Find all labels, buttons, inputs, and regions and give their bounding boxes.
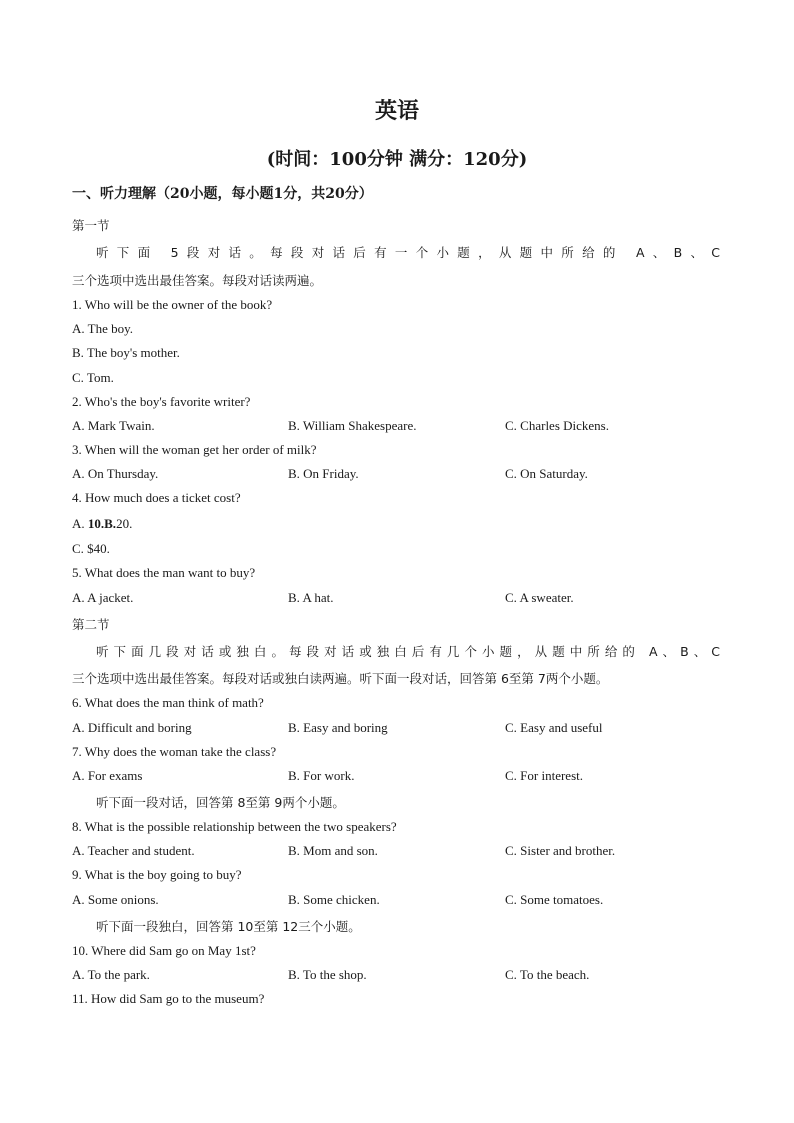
question-8-option-c: C. Sister and brother. [505,843,616,858]
question-9-option-c: C. Some tomatoes. [505,892,604,907]
section-heading: 一、听力理解（20小题，每小题1分，共20分） [72,186,373,202]
question-4-option-c: C. $40. [72,541,110,556]
question-10-option-a: A. To the park. [72,967,150,982]
question-4-option-a-prefix: A. [72,516,85,531]
page-title: 英语 [374,98,419,124]
question-4-option-a-value: 10.B. [87,516,117,531]
question-7-option-a: A. For exams [72,768,143,783]
instruction-questions-10-12: 听下面一段独白，回答第 10至第 12三个小题。 [96,919,361,934]
question-4-option-b-value: 20. [116,516,133,531]
question-6-option-c: C. Easy and useful [505,720,603,735]
question-2-option-a: A. Mark Twain. [72,418,155,433]
question-1-option-b: B. The boy's mother. [72,345,180,360]
question-8-option-b: B. Mom and son. [288,843,378,858]
part1-label: 第一节 [72,218,110,233]
question-1-option-a: A. The boy. [72,321,134,336]
question-3-option-b: B. On Friday. [288,466,359,481]
question-3-option-a: A. On Thursday. [72,466,159,481]
question-8-option-a: A. Teacher and student. [72,843,195,858]
question-6-option-a: A. Difficult and boring [72,720,192,735]
question-2-stem: 2. Who's the boy's favorite writer? [72,394,251,409]
question-8-stem: 8. What is the possible relationship between the two speakers? [72,819,397,834]
exam-info: (时间：100分钟 满分：120分) [266,149,528,170]
part2-instruction-line2: 三个选项中选出最佳答案。每段对话或独白读两遍。听下面一段对话，回答第 6至第 7两个小题。 [72,671,609,686]
part2-label: 第二节 [72,617,110,632]
question-10-stem: 10. Where did Sam go on May 1st? [72,943,256,958]
question-1-option-c: C. Tom. [72,370,114,385]
question-6-stem: 6. What does the man think of math? [72,695,264,710]
question-9-stem: 9. What is the boy going to buy? [72,867,242,882]
question-9-option-a: A. Some onions. [72,892,159,907]
part2-instruction-line1: 听下面几段对话或独白。每段对话或独白后有几个小题，从题中所给的 A、B、C [96,644,720,659]
question-4-stem: 4. How much does a ticket cost? [72,490,241,505]
question-10-option-b: B. To the shop. [288,967,367,982]
question-5-option-a: A. A jacket. [72,590,134,605]
question-5-option-c: C. A sweater. [505,590,574,605]
question-2-option-b: B. William Shakespeare. [288,418,417,433]
question-9-option-b: B. Some chicken. [288,892,380,907]
instruction-questions-8-9: 听下面一段对话，回答第 8至第 9两个小题。 [96,795,345,810]
part1-instruction-line1: 听下面 5段对话。每段对话后有一个小题，从题中所给的 A、B、C [96,245,720,260]
part1-instruction-line2: 三个选项中选出最佳答案。每段对话读两遍。 [72,273,323,288]
question-11-stem: 11. How did Sam go to the museum? [72,991,265,1006]
question-1-stem: 1. Who will be the owner of the book? [72,297,273,312]
question-3-stem: 3. When will the woman get her order of milk? [72,442,317,457]
question-10-option-c: C. To the beach. [505,967,590,982]
question-2-option-c: C. Charles Dickens. [505,418,609,433]
question-4-option-ab [72,516,132,532]
question-7-option-c: C. For interest. [505,768,583,783]
question-7-option-b: B. For work. [288,768,355,783]
question-7-stem: 7. Why does the woman take the class? [72,744,277,759]
question-5-stem: 5. What does the man want to buy? [72,565,256,580]
question-5-option-b: B. A hat. [288,590,334,605]
question-3-option-c: C. On Saturday. [505,466,588,481]
question-6-option-b: B. Easy and boring [288,720,388,735]
